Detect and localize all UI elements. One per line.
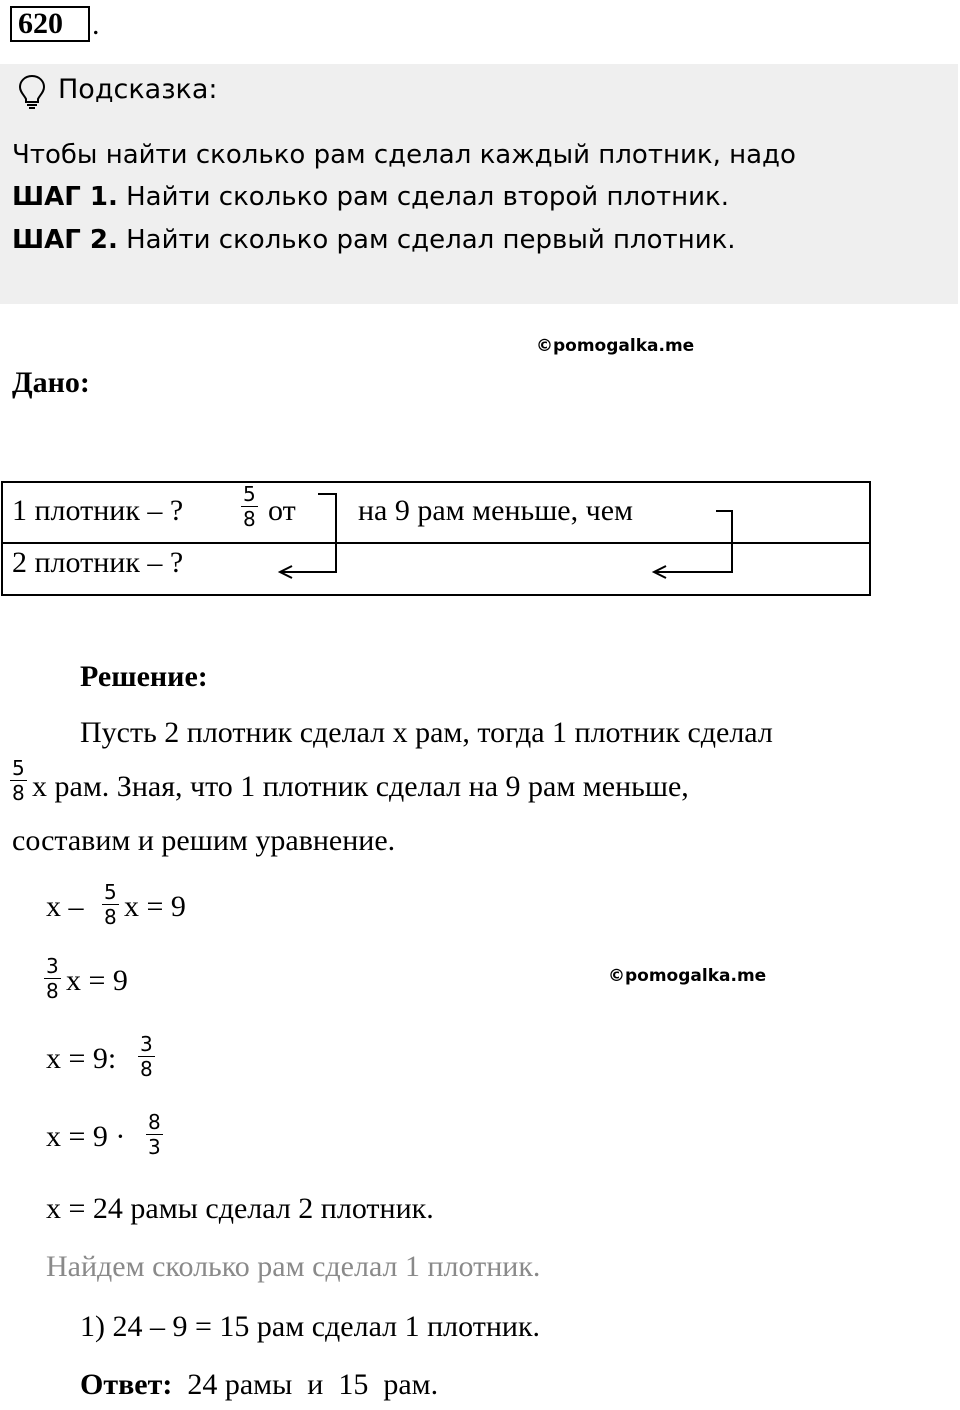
problem-number: 620 (10, 6, 90, 42)
equation-3-fraction (138, 1034, 155, 1079)
answer-label: Ответ: (80, 1368, 173, 1401)
equation-2-right: х = 9 (66, 964, 128, 997)
equation-4-fraction (146, 1112, 163, 1157)
equation-2-fraction (44, 956, 61, 1001)
problem-number-dot: . (92, 8, 100, 41)
given-label: Дано: (12, 366, 90, 399)
given-arrows (0, 470, 960, 610)
solution-label: Решение: (80, 660, 208, 693)
given-row-1-of: от (268, 494, 296, 527)
fraction-denominator: 8 (46, 979, 59, 1003)
lightbulb-icon (18, 74, 46, 110)
bracket-arrow-1 (280, 494, 336, 572)
answer-text: 24 рамы и 15 рам. (172, 1368, 439, 1401)
hint-step-1 (12, 182, 729, 212)
equation-3-left: х = 9: (46, 1042, 117, 1075)
equation-1-left: х – (46, 890, 84, 923)
watermark: ©pomogalka.me (536, 336, 695, 356)
hint-step-2-text: Найти сколько рам сделал первый плотник. (117, 225, 736, 255)
fraction-denominator: 8 (12, 781, 25, 805)
equation-1-right: х = 9 (124, 890, 186, 923)
equation-1-fraction (102, 882, 119, 927)
solution-paragraph-fraction (10, 758, 27, 803)
solution-paragraph-line-3: составим и решим уравнение. (12, 824, 396, 857)
hint-step-1-text: Найти сколько рам сделал второй плотник. (117, 182, 730, 212)
answer-line (80, 1368, 438, 1402)
given-row-1-left: 1 плотник – ? (12, 494, 184, 527)
hint-step-1-label: ШАГ 1. (12, 182, 118, 212)
fraction-numerator: 3 (46, 954, 59, 978)
hint-step-2-label: ШАГ 2. (12, 225, 118, 255)
fraction-denominator: 8 (140, 1057, 153, 1081)
fraction-denominator: 3 (148, 1135, 161, 1159)
solution-paragraph-line-1: Пусть 2 плотник сделал х рам, тогда 1 плотник сделал (80, 716, 773, 749)
fraction-numerator: 3 (140, 1032, 153, 1056)
hint-title: Подсказка: (58, 74, 218, 105)
fraction-numerator: 5 (12, 756, 25, 780)
equation-4-left: х = 9 · (46, 1120, 126, 1153)
fraction-denominator: 8 (104, 905, 117, 929)
fraction-numerator: 5 (243, 482, 256, 506)
given-row-2-left: 2 плотник – ? (12, 546, 184, 579)
equation-5: х = 24 рамы сделал 2 плотник. (46, 1192, 434, 1225)
hint-intro: Чтобы найти сколько рам сделал каждый плотник, надо (12, 140, 796, 170)
solution-paragraph-line-2: х рам. Зная, что 1 плотник сделал на 9 рам меньше, (32, 770, 689, 803)
solution-step-1: 1) 24 – 9 = 15 рам сделал 1 плотник. (80, 1310, 541, 1343)
given-row-1-middle: на 9 рам меньше, чем (358, 494, 634, 527)
find-first-carpenter-line: Найдем сколько рам сделал 1 плотник. (46, 1250, 541, 1283)
bracket-arrow-2 (654, 511, 732, 572)
watermark: ©pomogalka.me (608, 966, 767, 986)
fraction-numerator: 5 (104, 880, 117, 904)
fraction-denominator: 8 (243, 507, 256, 531)
hint-step-2 (12, 225, 736, 255)
fraction-numerator: 8 (148, 1110, 161, 1134)
